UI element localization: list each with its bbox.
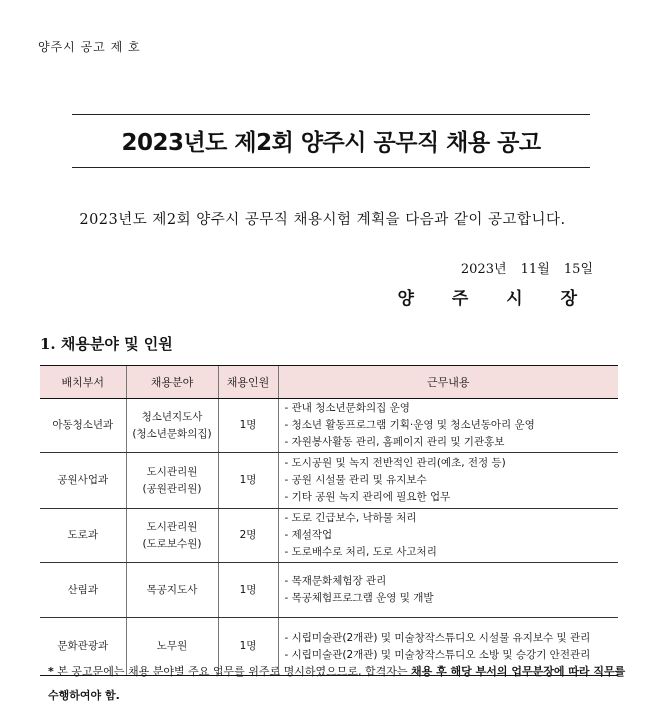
header-field: 채용분야	[126, 366, 218, 399]
duties-cell	[278, 453, 618, 509]
footnote	[48, 660, 626, 708]
header-count: 채용인원	[218, 366, 278, 399]
section-heading: 1. 채용분야 및 인원	[40, 335, 173, 353]
table-header-row	[40, 366, 618, 399]
duty-item: - 시립미술관(2개관) 및 미술창작스튜디오 시설물 유지보수 및 관리	[284, 631, 591, 644]
field-cell: 목공지도사	[126, 563, 218, 618]
field-cell	[126, 453, 218, 509]
title-bottom-rule	[72, 167, 590, 168]
dept-cell: 산림과	[40, 563, 126, 618]
dept-cell: 아동청소년과	[40, 399, 126, 453]
footnote-star: *	[48, 665, 54, 678]
dept-cell: 문화관광과	[40, 618, 126, 676]
duty-item: - 제설작업	[284, 529, 333, 541]
field-name: 도시관리원	[146, 520, 198, 533]
field-subname: (도로보수원)	[142, 537, 202, 550]
duty-item: - 도로 긴급보수, 낙하물 처리	[284, 512, 417, 524]
count-cell: 1명	[218, 563, 278, 618]
field-cell: 노무원	[126, 618, 218, 676]
field-name: 청소년지도사	[141, 410, 203, 423]
intro-text: 2023년도 제2회 양주시 공무직 채용시험 계획을 다음과 같이 공고합니다.	[79, 212, 566, 228]
duty-item: - 기타 공원 녹지 관리에 필요한 업무	[284, 491, 451, 503]
table-row	[40, 563, 618, 618]
duty-item: - 목재문화체험장 관리	[284, 575, 387, 587]
duty-item: - 도시공원 및 녹지 전반적인 관리(예초, 전정 등)	[284, 457, 506, 469]
field-name: 도시관리원	[146, 465, 198, 478]
header-dept: 배치부서	[40, 366, 126, 399]
dept-cell: 도로과	[40, 509, 126, 563]
duty-item: - 공원 시설물 관리 및 유지보수	[284, 474, 427, 486]
footnote-emphasis: 채용 후 해당 부서의 업무분장에 따라 직무를 수행하여야 함.	[48, 665, 626, 702]
page-title: 2023년도 제2회 양주시 공무직 채용 공고	[121, 130, 541, 156]
count-cell: 1명	[218, 618, 278, 676]
duties-cell	[278, 509, 618, 563]
duty-item: - 청소년 활동프로그램 기획·운영 및 청소년동아리 운영	[284, 419, 535, 431]
duty-item: - 도로배수로 처리, 도로 사고처리	[284, 546, 437, 558]
duties-cell	[278, 399, 618, 453]
notice-date: 2023년 11월 15일	[460, 262, 593, 277]
field-subname: (공원관리원)	[142, 482, 202, 495]
recruitment-table	[40, 365, 618, 676]
count-cell: 2명	[218, 509, 278, 563]
count-cell: 1명	[218, 399, 278, 453]
field-cell	[126, 399, 218, 453]
duty-item: - 목공체험프로그램 운영 및 개발	[284, 592, 434, 604]
issuer-name: 양 주 시 장	[397, 289, 593, 309]
duties-cell	[278, 563, 618, 618]
notice-number: 양주시 공고 제 호	[38, 40, 141, 54]
duty-item: - 시립미술관(2개관) 및 미술창작스튜디오 소방 및 승강기 안전관리	[284, 648, 591, 661]
field-subname: (청소년문화의집)	[132, 427, 212, 440]
table-row	[40, 399, 618, 453]
dept-cell: 공원사업과	[40, 453, 126, 509]
duty-item: - 관내 청소년문화의집 운영	[284, 402, 410, 414]
field-cell	[126, 509, 218, 563]
title-top-rule	[72, 114, 590, 115]
header-duties: 근무내용	[278, 366, 618, 399]
footnote-text: 본 공고문에는 채용 분야별 주요 업무를 위주로 명시하였으므로, 합격자는	[53, 665, 412, 678]
table-row	[40, 453, 618, 509]
count-cell: 1명	[218, 453, 278, 509]
duty-item: - 자원봉사활동 관리, 홈페이지 관리 및 기관홍보	[284, 436, 505, 448]
table-row	[40, 509, 618, 563]
